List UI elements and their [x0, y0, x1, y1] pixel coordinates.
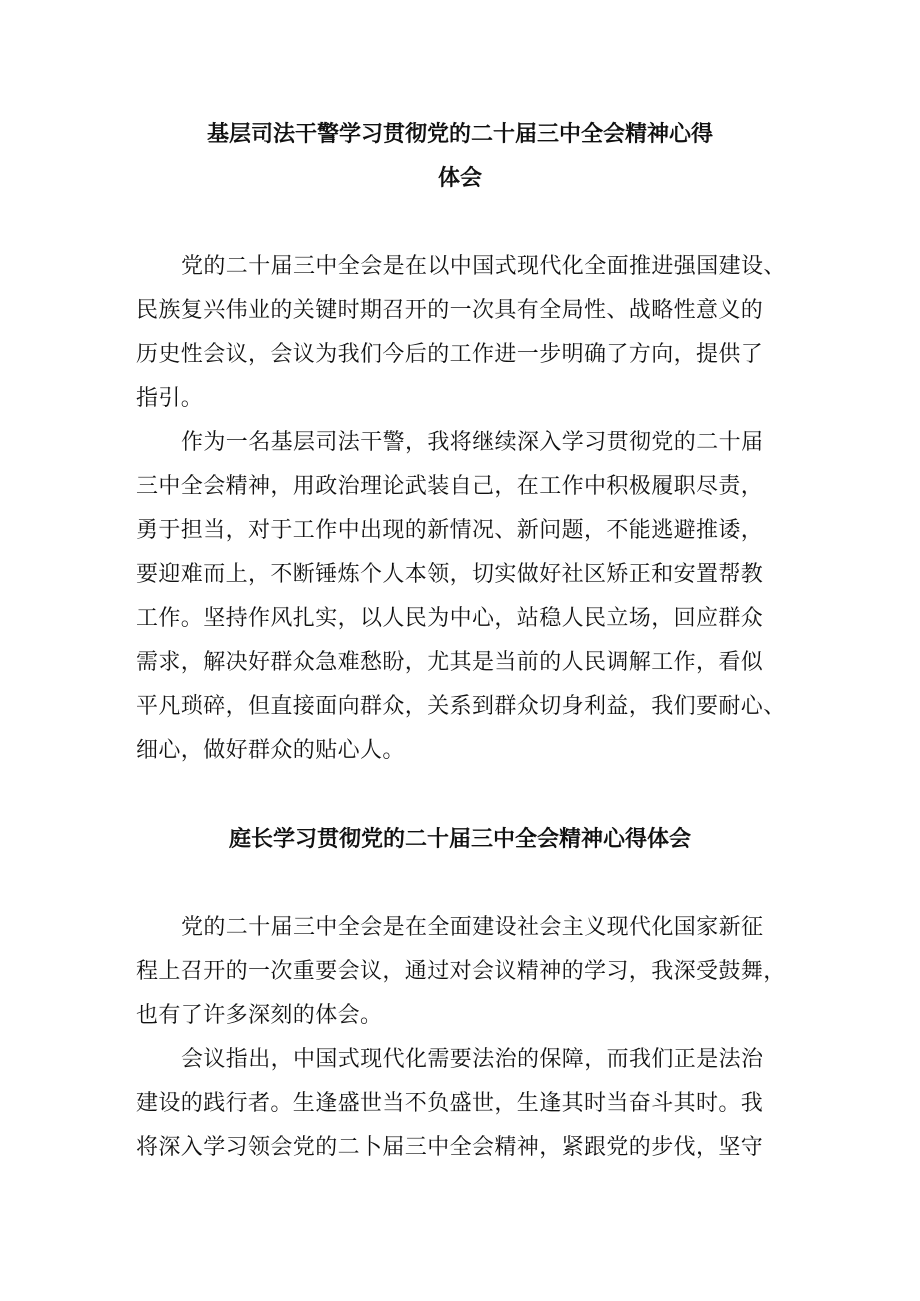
paragraph-line: 历史性会议，会议为我们今后的工作进一步明确了方向，提供了	[136, 342, 764, 367]
paragraph-line: 程上召开的一次重要会议，通过对会议精神的学习，我深受鼓舞，	[136, 959, 786, 984]
section-2-title: 庭长学习贯彻党的二十届三中全会精神心得体会	[228, 826, 691, 852]
paragraph-line: 指引。	[136, 386, 204, 411]
paragraph-line: 党的二十届三中全会是在以中国式现代化全面推进强国建设、	[181, 254, 786, 279]
paragraph-line: 会议指出，中国式现代化需要法治的保障，而我们正是法治	[181, 1047, 764, 1072]
paragraph-line: 将深入学习领会党的二卜届三中全会精神，紧跟党的步伐，坚守	[136, 1135, 764, 1160]
section-1-title-line-2: 体会	[437, 165, 482, 191]
paragraph-line: 建设的践行者。生逢盛世当不负盛世，生逢其时当奋斗其时。我	[136, 1091, 764, 1116]
paragraph-line: 工作。坚持作风扎实，以人民为中心，站稳人民立场，回应群众	[136, 606, 764, 631]
paragraph-line: 民族复兴伟业的关键时期召开的一次具有全局性、战略性意义的	[136, 298, 764, 323]
paragraph-line: 需求，解决好群众急难愁盼，尤其是当前的人民调解工作，看似	[136, 650, 764, 675]
paragraph-line: 勇于担当，对于工作中出现的新情况、新问题，不能逃避推诿，	[136, 518, 764, 543]
paragraph-line: 细心，做好群众的贴心人。	[136, 738, 405, 763]
paragraph-line: 作为一名基层司法干警，我将继续深入学习贯彻党的二十届	[181, 430, 764, 455]
paragraph-line: 要迎难而上，不断锤炼个人本领，切实做好社区矫正和安置帮教	[136, 562, 764, 587]
paragraph-line: 党的二十届三中全会是在全面建设社会主义现代化国家新征	[181, 915, 764, 940]
paragraph-line: 平凡琐碎，但直接面向群众，关系到群众切身利益，我们要耐心、	[136, 694, 786, 719]
paragraph-line: 三中全会精神，用政治理论武装自己，在工作中积极履职尽责，	[136, 474, 764, 499]
section-1-title-line-1: 基层司法干警学习贯彻党的二十届三中全会精神心得	[206, 121, 713, 147]
paragraph-line: 也有了许多深刻的体会。	[136, 1003, 383, 1028]
